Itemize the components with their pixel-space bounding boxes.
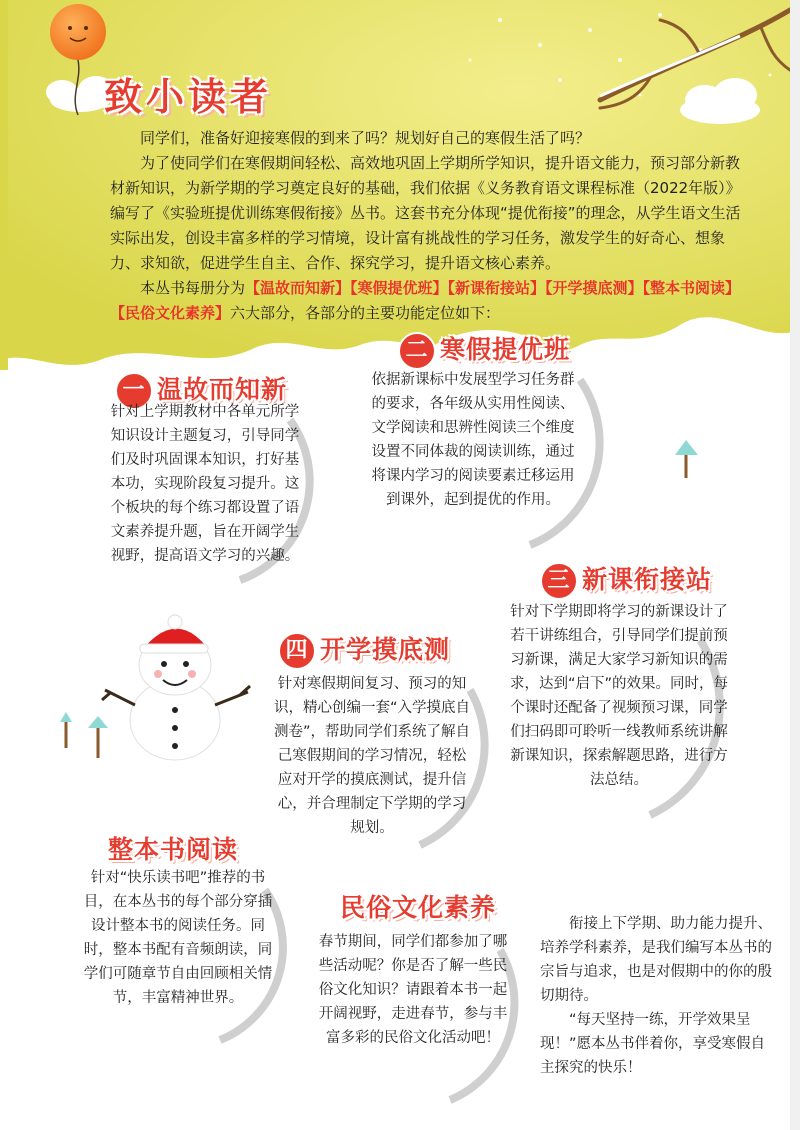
outro-paragraph-1: 衔接上下学期、助力能力提升、培养学科素养，是我们编写本丛书的宗旨与追求，也是对假期中的你的殷切期待。 bbox=[540, 916, 772, 1004]
intro-paragraph-3 bbox=[110, 276, 750, 326]
section-title-2 bbox=[398, 330, 570, 370]
outro-paragraph-2: “每天坚持一练，开学效果呈现！”愿本丛书伴着你，享受寒假自主探究的快乐！ bbox=[540, 1012, 766, 1076]
section-body-4: 针对寒假期间复习、预习的知识，精心创编一套“入学摸底自测卷”，帮助同学们系统了解自己寒假期间的学习情况，轻松应对开学的摸底测试，提升信心，并合理制定下学期的学习规划。 bbox=[273, 676, 470, 836]
section-title-text-4: 开学摸底测 bbox=[320, 635, 451, 664]
section-title-5 bbox=[108, 830, 238, 866]
section-title-text-1: 温故而知新 bbox=[157, 375, 288, 404]
section-number-4: 四 bbox=[278, 632, 316, 670]
section-body-1: 针对上学期教材中各单元所学知识设计主题复习，引导同学们及时巩固课本知识，打好基本功，实现阶段复习提升。这个板块的每个练习都设置了语文素养提升题，旨在开阔学生视野，提高语文学习的兴趣。 bbox=[110, 404, 300, 564]
intro-parts-list: 【温故而知新】【寒假提优班】【新课衔接站】【开学摸底测】【整本书阅读】【民俗文化素养】 bbox=[110, 279, 741, 322]
outro-text bbox=[540, 912, 776, 1080]
section-title-text-5: 整本书阅读 bbox=[108, 835, 239, 864]
section-body-3: 针对下学期即将学习的新课设计了若干讲练组合，引导同学们提前预习新课，满足大家学习新知识的需求，达到“启下”的效果。同时，每个课时还配备了视频预习课，同学们扫码即可聆听一线教师系统讲解新课知识，探索解题思路，进行方法总结。 bbox=[509, 604, 729, 788]
section-title-3 bbox=[540, 560, 712, 600]
section-body-2: 依据新课标中发展型学习任务群的要求，各年级从实用性阅读、文学阅读和思辨性阅读三个维度设置不同体裁的阅读训练，通过将课内学习的阅读要素迁移运用到课外，起到提优的作用。 bbox=[371, 372, 575, 508]
intro-text bbox=[110, 126, 750, 326]
intro-p3-prefix: 本丛书每册分为 bbox=[140, 279, 246, 297]
section-title-text-2: 寒假提优班 bbox=[440, 335, 571, 364]
section-body-5: 针对“快乐读书吧”推荐的书目，在本丛书的每个部分穿插设计整本书的阅读任务。同时，整本书配有音频朗读，同学们可随章节自由回顾相关情节，丰富精神世界。 bbox=[83, 870, 273, 1006]
intro-p3-suffix: 六大部分，各部分的主要功能定位如下： bbox=[230, 304, 501, 322]
page-title: 致小读者 bbox=[104, 75, 273, 119]
section-number-3: 三 bbox=[540, 562, 578, 600]
section-title-text-3: 新课衔接站 bbox=[582, 565, 713, 594]
section-title-6 bbox=[340, 888, 496, 924]
intro-paragraph-2: 为了使同学们在寒假期间轻松、高效地巩固上学期所学知识，提升语文能力，预习部分新教材新知识，为新学期的学习奠定良好的基础，我们依据《义务教育语文课程标准（2022年版）》编写了《实验班提优训练寒假衔接》丛书。这套书充分体现“提优衔接”的理念，从学生语文生活实际出发，创设丰富多样的学习情境，设计富有挑战性的学习任务，激发学生的好奇心、想象力、求知欲，促进学生自主、合作、探究学习，提升语文核心素养。 bbox=[110, 154, 741, 272]
snowman-icon bbox=[102, 615, 250, 760]
section-number-2: 二 bbox=[398, 332, 436, 370]
section-title-4 bbox=[278, 630, 450, 670]
section-title-text-6: 民俗文化素养 bbox=[340, 893, 497, 922]
section-number-1: 一 bbox=[115, 372, 153, 410]
section-body-6: 春节期间，同学们都参加了哪些活动呢？你是否了解一些民俗文化知识？请跟着本书一起开阔视野，走进春节，参与丰富多彩的民俗文化活动吧！ bbox=[318, 934, 508, 1046]
intro-paragraph-1: 同学们，准备好迎接寒假的到来了吗？规划好自己的寒假生活了吗？ bbox=[140, 129, 591, 147]
